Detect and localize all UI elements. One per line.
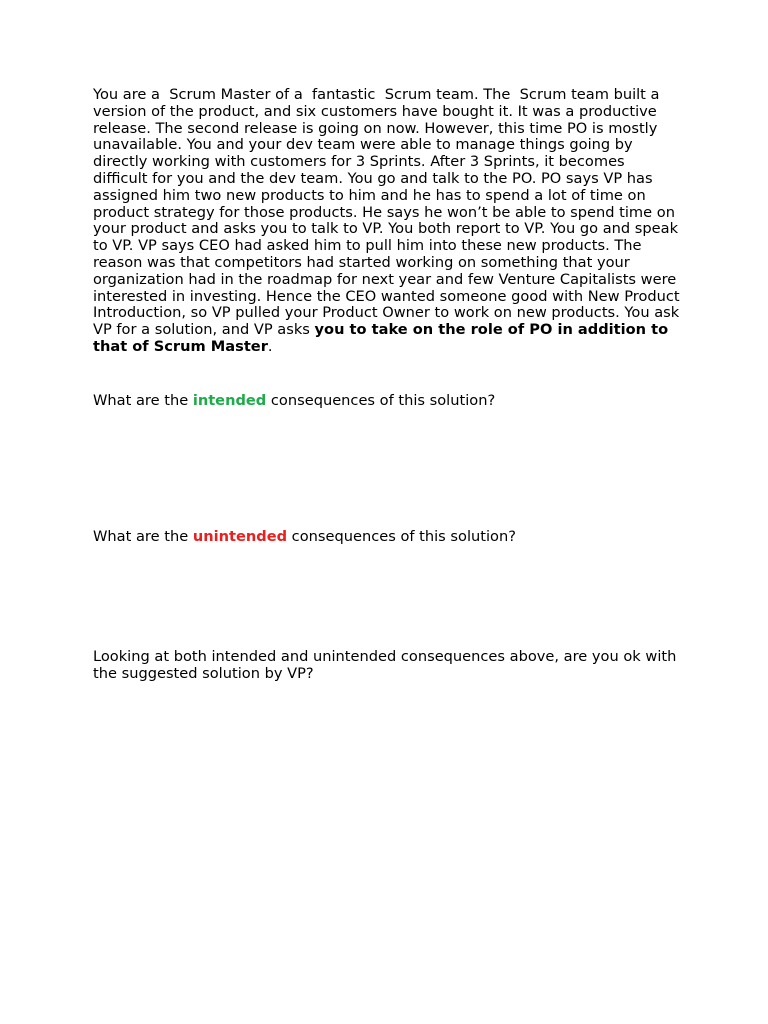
question-intended: [93, 393, 683, 410]
scenario-end: .: [267, 337, 273, 355]
keyword-intended: intended: [192, 392, 267, 409]
scenario-paragraph: [93, 87, 683, 356]
question-unintended-prefix: What are the: [93, 528, 193, 545]
scenario-emphasis: you to take on the role of PO in addition to that of Scrum Master: [93, 321, 674, 355]
scenario-text: You are a Scrum Master of a fantastic Scrum team. The Scrum team built a version of the product, and six customers have bought it. It was a productive release. The second release is going on now. However, this time PO is mostly unavailable. You and your dev team were able to manage things going by directly working with customers for 3 Sprints. After 3 Sprints, it becomes difficult for you and the dev team. You go and talk to the PO. PO says VP has assigned him two new products to him and he has to spend a lot of time on product strategy for those products. He says he won’t be able to spend time on your product and asks you to talk to VP. You both report to VP. You go and speak to VP. VP says CEO had asked him to pull him into these new products. The reason was that competitors had started working on something that your organization had in the roadmap for next year and few Venture Capitalists were interested in investing. Hence the CEO wanted someone good with New Product Introduction, so VP pulled your Product Owner to work on new products. You ask VP for a solution, and VP asks: [93, 86, 685, 339]
question-final: Looking at both intended and unintended consequences above, are you ok with the suggested solution by VP?: [93, 648, 681, 682]
question-unintended-suffix: consequences of this solution?: [287, 528, 516, 545]
question-intended-suffix: consequences of this solution?: [266, 392, 496, 409]
keyword-unintended: unintended: [192, 528, 288, 545]
question-unintended: [93, 529, 683, 546]
question-intended-prefix: What are the: [93, 392, 193, 409]
